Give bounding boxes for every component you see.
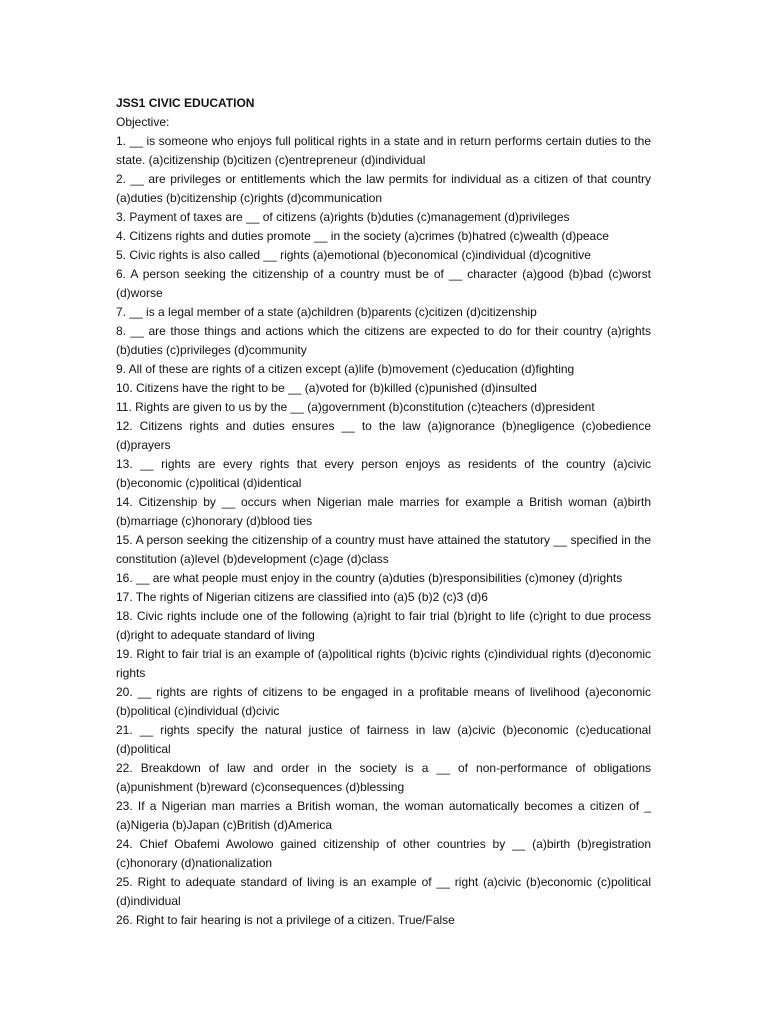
question-7: 7. __ is a legal member of a state (a)children (b)parents (c)citizen (d)citizenship xyxy=(116,305,537,319)
question-13: 13. __ rights are every rights that every person enjoys as residents of the country (a)civic (b)economic (c)political (d)identical xyxy=(116,457,651,490)
question-21: 21. __ rights specify the natural justice of fairness in law (a)civic (b)economic (c)educational (d)political xyxy=(116,723,651,756)
question-2: 2. __ are privileges or entitlements which the law permits for individual as a citizen of that country (a)duties (b)citizenship (c)rights (d)communication xyxy=(116,172,651,205)
question-24: 24. Chief Obafemi Awolowo gained citizenship of other countries by __ (a)birth (b)registration (c)honorary (d)nationalization xyxy=(116,837,651,870)
question-17: 17. The rights of Nigerian citizens are classified into (a)5 (b)2 (c)3 (d)6 xyxy=(116,590,488,604)
document-title: JSS1 CIVIC EDUCATION xyxy=(116,96,255,110)
question-25: 25. Right to adequate standard of living is an example of __ right (a)civic (b)economic (c)political (d)individual xyxy=(116,875,651,908)
section-heading: Objective: xyxy=(116,115,170,129)
question-15: 15. A person seeking the citizenship of a country must have attained the statutory __ specified in the constitution (a)level (b)development (c)age (d)class xyxy=(116,533,651,566)
question-4: 4. Citizens rights and duties promote __ in the society (a)crimes (b)hatred (c)wealth (d)peace xyxy=(116,229,609,243)
question-18: 18. Civic rights include one of the following (a)right to fair trial (b)right to life (c)right to due process (d)right to adequate standard of living xyxy=(116,609,651,642)
question-19: 19. Right to fair trial is an example of (a)political rights (b)civic rights (c)individual rights (d)economic rights xyxy=(116,647,651,680)
document-page xyxy=(116,94,651,930)
question-16: 16. __ are what people must enjoy in the country (a)duties (b)responsibilities (c)money (d)rights xyxy=(116,571,623,585)
question-8: 8. __ are those things and actions which the citizens are expected to do for their country (a)rights (b)duties (c)privileges (d)community xyxy=(116,324,651,357)
question-10: 10. Citizens have the right to be __ (a)voted for (b)killed (c)punished (d)insulted xyxy=(116,381,537,395)
question-14: 14. Citizenship by __ occurs when Nigerian male marries for example a British woman (a)birth (b)marriage (c)honorary (d)blood ties xyxy=(116,495,651,528)
question-3: 3. Payment of taxes are __ of citizens (a)rights (b)duties (c)management (d)privileges xyxy=(116,210,570,224)
question-26: 26. Right to fair hearing is not a privilege of a citizen. True/False xyxy=(116,913,455,927)
question-11: 11. Rights are given to us by the __ (a)government (b)constitution (c)teachers (d)president xyxy=(116,400,595,414)
question-23: 23. If a Nigerian man marries a British woman, the woman automatically becomes a citizen of _ (a)Nigeria (b)Japan (c)British (d)America xyxy=(116,799,651,832)
question-5: 5. Civic rights is also called __ rights (a)emotional (b)economical (c)individual (d)cognitive xyxy=(116,248,591,262)
question-9: 9. All of these are rights of a citizen except (a)life (b)movement (c)education (d)fighting xyxy=(116,362,575,376)
question-12: 12. Citizens rights and duties ensures __ to the law (a)ignorance (b)negligence (c)obedience (d)prayers xyxy=(116,419,651,452)
question-22: 22. Breakdown of law and order in the society is a __ of non-performance of obligations (a)punishment (b)reward (c)consequences (d)blessing xyxy=(116,761,651,794)
question-6: 6. A person seeking the citizenship of a country must be of __ character (a)good (b)bad (c)worst (d)worse xyxy=(116,267,651,300)
question-20: 20. __ rights are rights of citizens to be engaged in a profitable means of livelihood (a)economic (b)political (c)individual (d)civic xyxy=(116,685,651,718)
question-1: 1. __ is someone who enjoys full political rights in a state and in return performs certain duties to the state. (a)citizenship (b)citizen (c)entrepreneur (d)individual xyxy=(116,134,651,167)
